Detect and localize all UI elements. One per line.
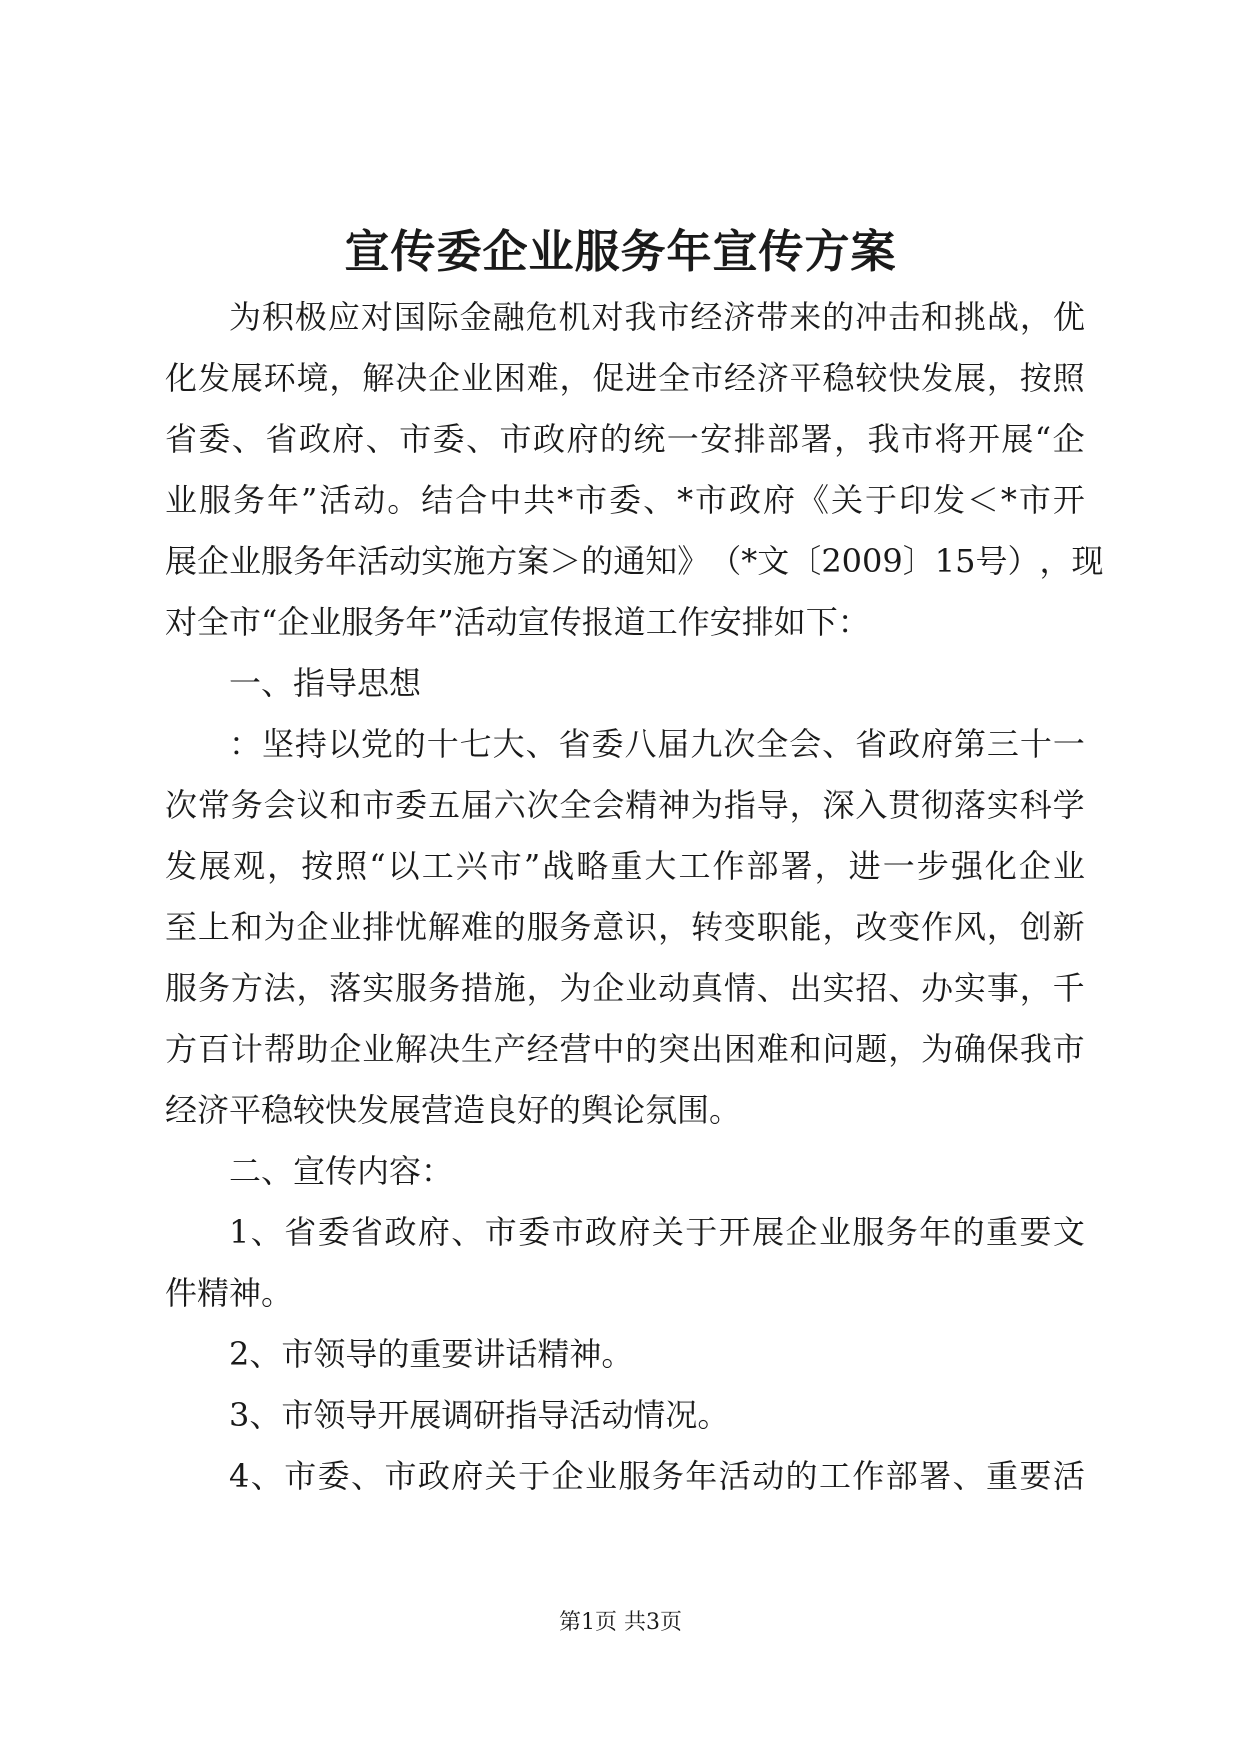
list-item-continuation: 件精神。 (165, 1274, 294, 1312)
paragraph-line: 业 服 务 年 ” 活 动 。 结 合 中 共 * 市 委 、 * 市 政 府 《 关 于 印 发 ＜ * 市 开 (165, 481, 1085, 519)
paragraph-line: ： 坚 持 以 党 的 十 七 大 、 省 委 八 届 九 次 全 会 、 省 政 府 第 三 十 一 (229, 725, 1085, 763)
list-item: 4 、 市 委 、 市 政 府 关 于 企 业 服 务 年 活 动 的 工 作 部 署 、 重 要 活 (229, 1457, 1085, 1495)
paragraph-line: 对全市“企业服务年”活动宣传报道工作安排如下： (165, 603, 870, 641)
page-number: 第1页 共3页 (559, 1610, 682, 1635)
paragraph-line: 化 发 展 环 境 ， 解 决 企 业 困 难 ， 促 进 全 市 经 济 平 稳 较 快 发 展 ， 按 照 (165, 359, 1085, 397)
section-heading: 二、宣传内容： (229, 1152, 454, 1190)
list-item: 2、市领导的重要讲话精神。 (229, 1335, 634, 1373)
paragraph-line: 省 委 、 省 政 府 、 市 委 、 市 政 府 的 统 一 安 排 部 署 ， 我 市 将 开 展 “ 企 (165, 420, 1085, 458)
paragraph-line: 为 积 极 应 对 国 际 金 融 危 机 对 我 市 经 济 带 来 的 冲 击 和 挑 战 ， 优 (229, 298, 1085, 336)
paragraph-line: 至 上 和 为 企 业 排 忧 解 难 的 服 务 意 识 ， 转 变 职 能 ， 改 变 作 风 ， 创 新 (165, 908, 1085, 946)
paragraph-line: 次 常 务 会 议 和 市 委 五 届 六 次 全 会 精 神 为 指 导 ， 深 入 贯 彻 落 实 科 学 (165, 786, 1085, 824)
list-item: 1 、 省 委 省 政 府 、 市 委 市 政 府 关 于 开 展 企 业 服 务 年 的 重 要 文 (229, 1213, 1085, 1251)
document-title: 宣传委企业服务年宣传方案 (344, 225, 897, 278)
section-heading: 一、指导思想 (229, 664, 422, 702)
paragraph-line: 发 展 观 ， 按 照 “ 以 工 兴 市 ” 战 略 重 大 工 作 部 署 ， 进 一 步 强 化 企 业 (165, 847, 1085, 885)
paragraph-line: 方 百 计 帮 助 企 业 解 决 生 产 经 营 中 的 突 出 困 难 和 问 题 ， 为 确 保 我 市 (165, 1030, 1085, 1068)
paragraph-line: 服 务 方 法 ， 落 实 服 务 措 施 ， 为 企 业 动 真 情 、 出 实 招 、 办 实 事 ， 千 (165, 969, 1085, 1007)
paragraph-line: 展 企 业 服 务 年 活 动 实 施 方 案 ＞ 的 通 知 》 （ * 文 〔 2 0 0 9 〕 1 5 号 ） ， 现 (165, 542, 1104, 580)
list-item: 3、市领导开展调研指导活动情况。 (229, 1396, 730, 1434)
document-body (165, 287, 1104, 1507)
paragraph-line: 经济平稳较快发展营造良好的舆论氛围。 (165, 1091, 742, 1129)
